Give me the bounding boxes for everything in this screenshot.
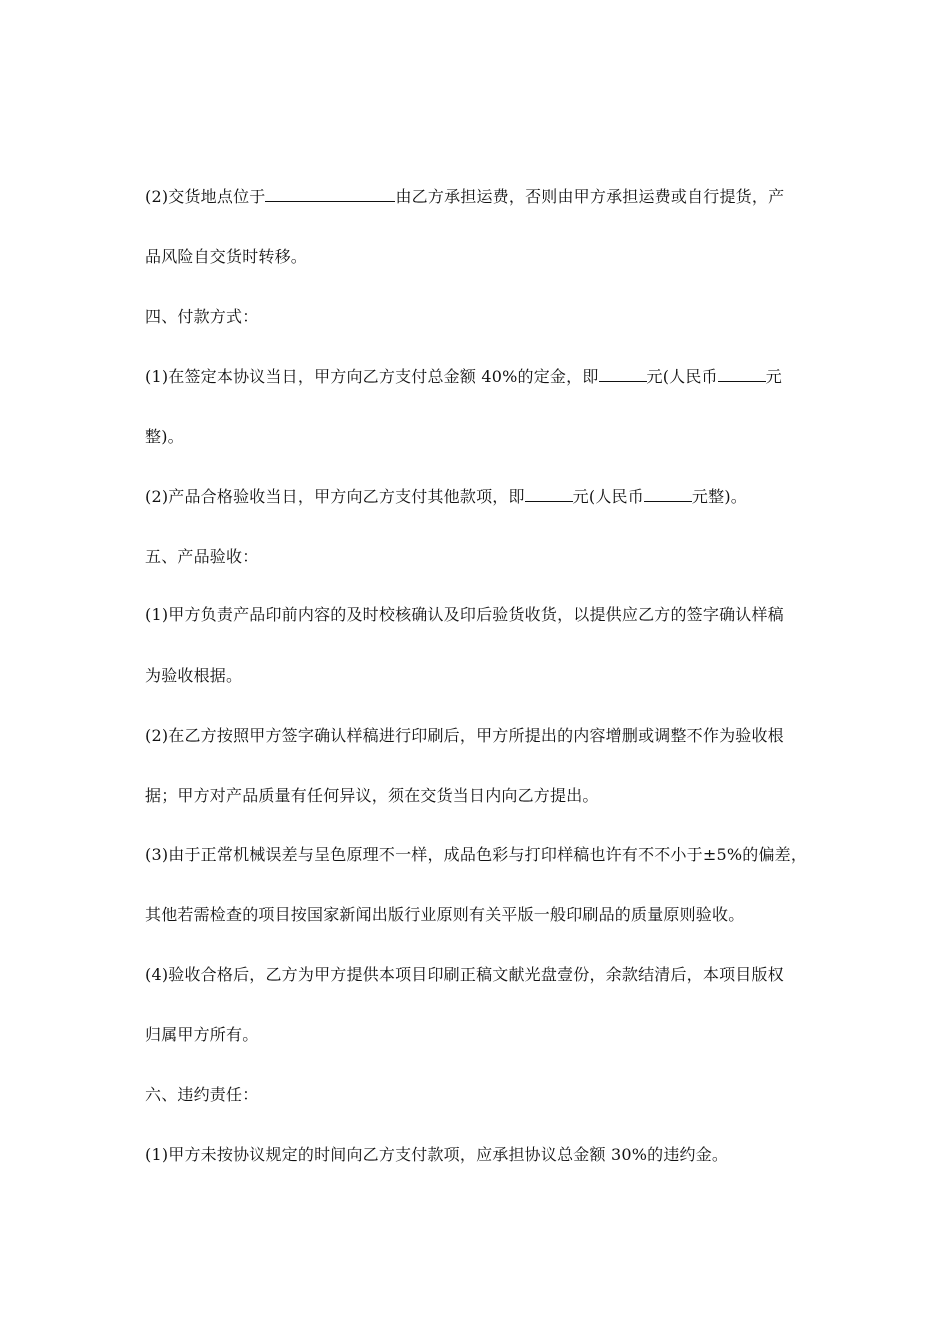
- text-segment: 元(人民币: [646, 367, 718, 386]
- paragraph-line: 为验收根据。: [145, 666, 243, 685]
- text-segment: 由乙方承担运费，否则由甲方承担运费或自行提货，产: [395, 187, 785, 206]
- section-heading-payment: 四、付款方式：: [145, 307, 259, 326]
- paragraph-line: (4)验收合格后，乙方为甲方提供本项目印刷正稿文献光盘壹份，余款结清后，本项目版权: [145, 965, 784, 984]
- paragraph-line: (1)甲方负责产品印前内容的及时校核确认及印后验货收货，以提供应乙方的签字确认样稿: [145, 605, 784, 624]
- paragraph-line: 归属甲方所有。: [145, 1025, 259, 1044]
- section-heading-acceptance: 五、产品验收：: [145, 547, 259, 566]
- text-segment: (2)交货地点位于: [145, 187, 266, 206]
- paragraph-line: 品风险自交货时转移。: [145, 247, 308, 266]
- balance-payment-line: [145, 487, 747, 507]
- fill-blank-balance-rmb: [644, 487, 692, 502]
- text-segment: 元(人民币: [572, 487, 644, 506]
- section-heading-breach: 六、违约责任：: [145, 1085, 259, 1104]
- paragraph-line: (2)在乙方按照甲方签字确认样稿进行印刷后，甲方所提出的内容增删或调整不作为验收根: [145, 726, 784, 745]
- fill-blank-deposit-rmb: [718, 367, 766, 382]
- text-segment: (1)在签定本协议当日，甲方向乙方支付总金额 40%的定金，即: [145, 367, 599, 386]
- paragraph-line: 整)。: [145, 427, 184, 446]
- paragraph-line: (1)甲方未按协议规定的时间向乙方支付款项，应承担协议总金额 30%的违约金。: [145, 1145, 729, 1164]
- fill-blank-balance-amount: [525, 487, 573, 502]
- fill-blank-deposit-amount: [599, 367, 647, 382]
- deposit-line: [145, 367, 782, 387]
- text-segment: 元整)。: [691, 487, 747, 506]
- paragraph-line: 其他若需检查的项目按国家新闻出版行业原则有关平版一般印刷品的质量原则验收。: [145, 905, 745, 924]
- fill-blank-delivery-location: [265, 187, 395, 202]
- text-segment: (2)产品合格验收当日，甲方向乙方支付其他款项，即: [145, 487, 525, 506]
- text-segment: 元: [765, 367, 782, 386]
- delivery-location-line: [145, 187, 784, 207]
- paragraph-line: (3)由于正常机械误差与呈色原理不一样，成品色彩与打印样稿也许有不不小于±5%的偏差，: [145, 845, 808, 864]
- paragraph-line: 据；甲方对产品质量有任何异议，须在交货当日内向乙方提出。: [145, 786, 599, 805]
